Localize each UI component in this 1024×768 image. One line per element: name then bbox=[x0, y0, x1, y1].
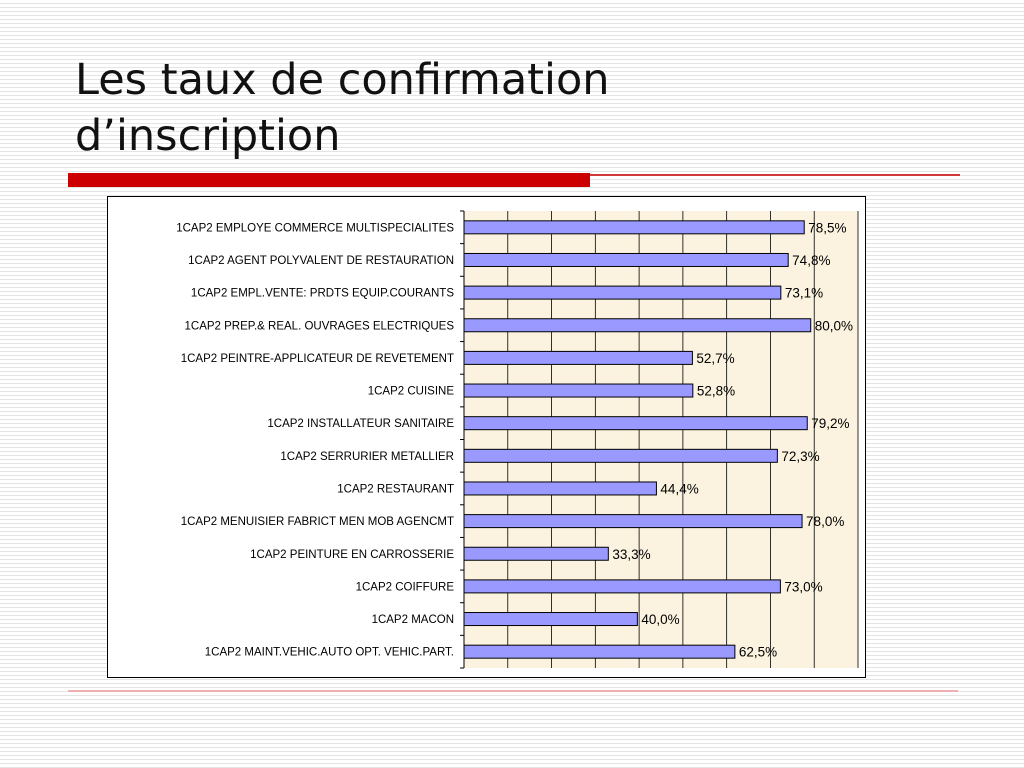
bar bbox=[464, 286, 781, 299]
data-label: 52,7% bbox=[696, 350, 735, 366]
bar bbox=[464, 417, 807, 430]
category-label: 1CAP2 EMPLOYE COMMERCE MULTISPECIALITES bbox=[176, 222, 454, 235]
data-label: 52,8% bbox=[696, 383, 736, 399]
bar bbox=[464, 221, 804, 234]
bar bbox=[464, 351, 692, 364]
title-underline-thin bbox=[590, 174, 960, 176]
data-label: 73,1% bbox=[784, 285, 824, 301]
bar bbox=[464, 645, 735, 658]
category-label: 1CAP2 AGENT POLYVALENT DE RESTAURATION bbox=[188, 254, 454, 267]
category-label: 1CAP2 MENUISIER FABRICT MEN MOB AGENCMT bbox=[180, 516, 454, 529]
category-label: 1CAP2 PEINTURE EN CARROSSERIE bbox=[250, 548, 454, 561]
category-label: 1CAP2 PEINTRE-APPLICATEUR DE REVETEMENT bbox=[180, 352, 454, 365]
footer-rule bbox=[68, 690, 958, 692]
category-label: 1CAP2 MAINT.VEHIC.AUTO OPT. VEHIC.PART. bbox=[204, 646, 454, 659]
category-label: 1CAP2 INSTALLATEUR SANITAIRE bbox=[267, 418, 454, 431]
bar bbox=[464, 515, 802, 528]
bar bbox=[464, 547, 608, 560]
bar bbox=[464, 384, 693, 397]
data-label: 79,2% bbox=[811, 416, 850, 432]
data-label: 74,8% bbox=[792, 252, 831, 268]
category-label: 1CAP2 PREP.& REAL. OUVRAGES ELECTRIQUES bbox=[184, 320, 454, 333]
title-underline-red bbox=[68, 173, 590, 187]
bar bbox=[464, 482, 656, 495]
bar bbox=[464, 580, 780, 593]
chart-frame bbox=[107, 196, 866, 678]
category-label: 1CAP2 COIFFURE bbox=[355, 581, 454, 594]
bar-chart bbox=[108, 197, 867, 679]
plot-background bbox=[464, 211, 858, 668]
data-label: 72,3% bbox=[781, 448, 820, 464]
bar bbox=[464, 449, 777, 462]
bar bbox=[464, 319, 811, 332]
category-label: 1CAP2 SERRURIER METALLIER bbox=[280, 450, 454, 463]
data-label: 40,0% bbox=[641, 612, 680, 628]
data-label: 62,5% bbox=[738, 644, 778, 660]
category-label: 1CAP2 MACON bbox=[371, 614, 454, 627]
category-label: 1CAP2 EMPL.VENTE: PRDTS EQUIP.COURANTS bbox=[190, 287, 454, 300]
bar bbox=[464, 613, 637, 626]
category-label: 1CAP2 CUISINE bbox=[367, 385, 454, 398]
bar bbox=[464, 253, 788, 266]
slide-title-line-1: Les taux de confirmation bbox=[75, 55, 610, 105]
data-label: 44,4% bbox=[660, 481, 699, 497]
data-label: 80,0% bbox=[814, 318, 854, 334]
slide-title bbox=[75, 52, 955, 164]
data-label: 73,0% bbox=[784, 579, 823, 595]
data-label: 78,5% bbox=[808, 220, 847, 236]
category-label: 1CAP2 RESTAURANT bbox=[337, 483, 454, 496]
data-label: 78,0% bbox=[806, 514, 845, 530]
data-label: 33,3% bbox=[612, 546, 651, 562]
slide-title-line-2: d’inscription bbox=[75, 111, 341, 161]
